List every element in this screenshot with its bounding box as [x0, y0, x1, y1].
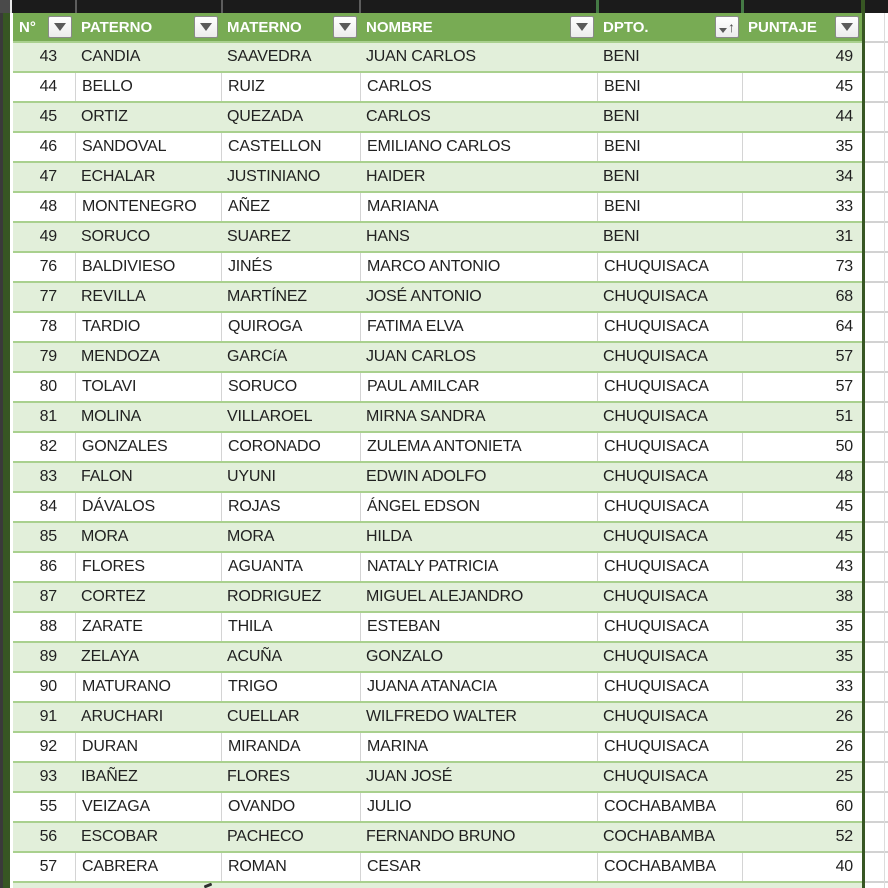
table-row [13, 701, 862, 731]
cell[interactable]: MARTÍNEZ [227, 288, 307, 305]
cell[interactable]: CHUQUISACA [603, 768, 708, 785]
cell[interactable]: 34 [835, 168, 853, 185]
table-row [13, 161, 862, 191]
table-row [13, 221, 862, 251]
cell[interactable]: ARUCHARI [81, 708, 163, 725]
cell[interactable]: BENI [597, 73, 742, 101]
cell[interactable]: CHUQUISACA [597, 553, 742, 581]
sort-ascending-icon: ↑ [728, 19, 735, 35]
cell[interactable]: 89 [39, 648, 57, 665]
cell[interactable]: 78 [39, 318, 57, 335]
table-row [13, 761, 862, 791]
table-row [13, 551, 862, 581]
cell[interactable]: MIRANDA [221, 733, 360, 761]
cell[interactable]: CHUQUISACA [597, 433, 742, 461]
cell[interactable]: TOLAVI [75, 373, 221, 401]
cell[interactable]: GONZALES [75, 433, 221, 461]
cell[interactable]: CANDIA [81, 48, 141, 65]
cell[interactable]: DURAN [75, 733, 221, 761]
cell[interactable]: 33 [742, 193, 862, 221]
cell[interactable]: PACHECO [227, 828, 304, 845]
cell[interactable]: 83 [39, 468, 57, 485]
cell[interactable]: 26 [742, 733, 862, 761]
cell[interactable]: CHUQUISACA [597, 313, 742, 341]
cell[interactable]: 49 [835, 48, 853, 65]
filter-dropdown-button[interactable] [48, 16, 72, 38]
cell[interactable]: 45 [742, 493, 862, 521]
cell[interactable]: 60 [742, 793, 862, 821]
cell[interactable]: FALON [81, 468, 133, 485]
cell[interactable]: SORUCO [221, 373, 360, 401]
cell[interactable]: 43 [742, 553, 862, 581]
cell[interactable]: GARCíA [227, 348, 288, 365]
cell[interactable]: NATALY PATRICIA [360, 553, 597, 581]
dropdown-triangle-icon [200, 23, 212, 31]
cell[interactable]: 35 [742, 613, 862, 641]
cell[interactable]: CHUQUISACA [603, 648, 708, 665]
table-row [13, 821, 862, 851]
cell[interactable]: QUEZADA [227, 108, 303, 125]
cell[interactable]: 45 [835, 528, 853, 545]
cell[interactable]: TRIGO [221, 673, 360, 701]
table-left-border [3, 13, 10, 888]
cell[interactable]: MONTENEGRO [75, 193, 221, 221]
filter-dropdown-button[interactable] [194, 16, 218, 38]
cell[interactable]: BENI [597, 133, 742, 161]
cell[interactable]: 57 [39, 858, 57, 875]
cell[interactable]: 25 [835, 768, 853, 785]
cell[interactable]: QUIROGA [221, 313, 360, 341]
dark-row-green-divider [596, 0, 599, 13]
cell[interactable]: ACUÑA [227, 648, 283, 665]
cell[interactable]: ROMAN [221, 853, 360, 881]
table-row [13, 311, 862, 341]
cell[interactable]: 76 [39, 258, 57, 275]
cell[interactable]: SAAVEDRA [227, 48, 312, 65]
cell[interactable]: DÁVALOS [75, 493, 221, 521]
table-row [13, 731, 862, 761]
header-row [13, 13, 862, 41]
cell[interactable]: TARDIO [75, 313, 221, 341]
dark-row-divider [75, 0, 77, 13]
table-row [13, 521, 862, 551]
table-row [13, 431, 862, 461]
cell[interactable]: ESTEBAN [360, 613, 597, 641]
column-label: N° [19, 18, 36, 36]
cell[interactable]: BENI [603, 168, 640, 185]
table-row [13, 371, 862, 401]
cell[interactable]: 55 [39, 798, 57, 815]
column-header-nombre[interactable] [360, 13, 597, 41]
cell[interactable]: 47 [39, 168, 57, 185]
cell[interactable]: 82 [39, 438, 57, 455]
cell[interactable]: MOLINA [81, 408, 142, 425]
column-label: PATERNO [81, 18, 153, 36]
dropdown-triangle-icon [54, 23, 66, 31]
cell[interactable]: IBAÑEZ [81, 768, 138, 785]
cell[interactable]: 44 [39, 78, 57, 95]
table-row [13, 671, 862, 701]
cell[interactable]: FLORES [227, 768, 290, 785]
cell[interactable]: BELLO [75, 73, 221, 101]
cell[interactable]: ZARATE [75, 613, 221, 641]
table-row [13, 251, 862, 281]
cell[interactable]: 38 [835, 588, 853, 605]
cell[interactable]: MORA [227, 528, 275, 545]
cell[interactable]: CHUQUISACA [603, 708, 708, 725]
cell[interactable]: BENI [603, 48, 640, 65]
cell[interactable]: CORTEZ [81, 588, 146, 605]
table-row [13, 341, 862, 371]
cell[interactable]: AGUANTA [221, 553, 360, 581]
cell[interactable]: CHUQUISACA [597, 673, 742, 701]
column-label: DPTO. [603, 18, 649, 36]
table-row [13, 851, 862, 881]
cell[interactable]: MATURANO [75, 673, 221, 701]
cell[interactable]: ZULEMA ANTONIETA [360, 433, 597, 461]
cell[interactable]: 81 [39, 408, 57, 425]
table-row [13, 281, 862, 311]
filter-dropdown-button[interactable] [835, 16, 859, 38]
cell[interactable]: FATIMA ELVA [360, 313, 597, 341]
cell[interactable]: 80 [39, 378, 57, 395]
cell[interactable]: CESAR [360, 853, 597, 881]
cell[interactable]: 43 [39, 48, 57, 65]
cell[interactable]: CASTELLON [221, 133, 360, 161]
cell[interactable]: 88 [39, 618, 57, 635]
cell[interactable]: 45 [742, 73, 862, 101]
cell[interactable]: CHUQUISACA [597, 253, 742, 281]
cell[interactable]: BENI [603, 228, 640, 245]
cell[interactable]: EDWIN ADOLFO [366, 468, 487, 485]
cell[interactable]: JINÉS [221, 253, 360, 281]
partial-next-row [13, 881, 862, 888]
table-row [13, 461, 862, 491]
cell[interactable]: CUELLAR [227, 708, 300, 725]
cell[interactable]: CHUQUISACA [603, 468, 708, 485]
cell[interactable]: 44 [835, 108, 853, 125]
gridline [884, 13, 885, 888]
table-row [13, 491, 862, 521]
cell[interactable]: 35 [835, 648, 853, 665]
cell[interactable]: JUANA ATANACIA [360, 673, 597, 701]
cell[interactable]: CHUQUISACA [603, 528, 708, 545]
cell[interactable]: 73 [742, 253, 862, 281]
cell[interactable]: 31 [835, 228, 853, 245]
cell[interactable]: BENI [597, 193, 742, 221]
column-header-puntaje[interactable] [742, 13, 862, 41]
filter-dropdown-button[interactable] [570, 16, 594, 38]
cell[interactable]: 48 [39, 198, 57, 215]
cell[interactable]: SUAREZ [227, 228, 291, 245]
cell[interactable]: JUAN CARLOS [366, 348, 476, 365]
cell[interactable]: FERNANDO BRUNO [366, 828, 516, 845]
cell[interactable]: CHUQUISACA [597, 733, 742, 761]
cell[interactable]: HILDA [366, 528, 413, 545]
cell[interactable]: ORTIZ [81, 108, 128, 125]
table-row [13, 191, 862, 221]
cell[interactable]: REVILLA [81, 288, 146, 305]
table-row [13, 641, 862, 671]
cell[interactable]: 35 [742, 133, 862, 161]
table-row [13, 71, 862, 101]
cell[interactable]: ROJAS [221, 493, 360, 521]
cell[interactable]: CHUQUISACA [603, 408, 708, 425]
dropdown-triangle-icon [339, 23, 351, 31]
cell[interactable]: 79 [39, 348, 57, 365]
cell[interactable]: SORUCO [81, 228, 151, 245]
cell[interactable]: MARIANA [360, 193, 597, 221]
cell[interactable]: COCHABAMBA [597, 793, 742, 821]
cell[interactable]: VILLAROEL [227, 408, 313, 425]
dropdown-triangle-icon [576, 23, 588, 31]
cell[interactable]: EMILIANO CARLOS [360, 133, 597, 161]
column-header-materno[interactable] [221, 13, 360, 41]
cell[interactable]: HANS [366, 228, 410, 245]
cell[interactable]: OVANDO [221, 793, 360, 821]
cell[interactable]: CHUQUISACA [603, 288, 708, 305]
column-header-dpto[interactable] [597, 13, 742, 41]
cell[interactable]: JUAN CARLOS [366, 48, 476, 65]
cell[interactable]: MIRNA SANDRA [366, 408, 486, 425]
column-label: MATERNO [227, 18, 302, 36]
cell[interactable]: CARLOS [366, 108, 431, 125]
dark-row-divider [221, 0, 223, 13]
table-row [13, 791, 862, 821]
cell[interactable]: MENDOZA [81, 348, 160, 365]
cell[interactable]: 48 [835, 468, 853, 485]
cell[interactable]: 93 [39, 768, 57, 785]
cell[interactable]: 50 [742, 433, 862, 461]
cell[interactable]: JUSTINIANO [227, 168, 321, 185]
cell[interactable]: 33 [742, 673, 862, 701]
cell[interactable]: 91 [39, 708, 57, 725]
cell[interactable]: CHUQUISACA [597, 373, 742, 401]
cell[interactable]: COCHABAMBA [597, 853, 742, 881]
cell[interactable]: 86 [39, 558, 57, 575]
cell[interactable]: 52 [835, 828, 853, 845]
column-header-paterno[interactable] [75, 13, 221, 41]
cell[interactable]: 77 [39, 288, 57, 305]
column-label: PUNTAJE [748, 18, 817, 36]
filter-dropdown-button[interactable] [333, 16, 357, 38]
cell[interactable]: 87 [39, 588, 57, 605]
column-header-n[interactable] [13, 13, 75, 41]
cell[interactable]: UYUNI [227, 468, 276, 485]
cell[interactable]: CHUQUISACA [597, 613, 742, 641]
cell[interactable]: COCHABAMBA [603, 828, 715, 845]
dark-row-divider [359, 0, 361, 13]
table-row [13, 401, 862, 431]
cell[interactable]: PAUL AMILCAR [360, 373, 597, 401]
cell[interactable]: 84 [39, 498, 57, 515]
cell[interactable]: RODRIGUEZ [227, 588, 322, 605]
dark-row-divider [10, 0, 12, 13]
dropdown-triangle-icon [719, 28, 727, 33]
cell[interactable]: 64 [742, 313, 862, 341]
cell[interactable]: BENI [603, 108, 640, 125]
data-table [13, 13, 862, 881]
cell[interactable]: CABRERA [75, 853, 221, 881]
cell[interactable]: FLORES [75, 553, 221, 581]
cell[interactable]: RUIZ [221, 73, 360, 101]
table-body [13, 41, 862, 881]
cell[interactable]: 85 [39, 528, 57, 545]
cell[interactable]: ECHALAR [81, 168, 156, 185]
cell[interactable]: CHUQUISACA [597, 493, 742, 521]
dropdown-triangle-icon [841, 23, 853, 31]
cell[interactable]: JULIO [360, 793, 597, 821]
cell[interactable]: 45 [39, 108, 57, 125]
cell[interactable]: 68 [835, 288, 853, 305]
cell[interactable]: BALDIVIESO [75, 253, 221, 281]
cell[interactable]: 49 [39, 228, 57, 245]
cell[interactable]: MARINA [360, 733, 597, 761]
cell[interactable]: CHUQUISACA [603, 588, 708, 605]
cell[interactable]: CORONADO [221, 433, 360, 461]
cell[interactable]: ZELAYA [81, 648, 139, 665]
cell[interactable]: AÑEZ [221, 193, 360, 221]
cell[interactable]: JOSÉ ANTONIO [366, 288, 482, 305]
cell[interactable]: 92 [39, 738, 57, 755]
table-row [13, 101, 862, 131]
cell[interactable]: 26 [835, 708, 853, 725]
table-row [13, 41, 862, 71]
cell[interactable]: 57 [835, 348, 853, 365]
cell[interactable]: CHUQUISACA [603, 348, 708, 365]
cutoff-dark-row [0, 0, 888, 13]
cell[interactable]: WILFREDO WALTER [366, 708, 517, 725]
cell[interactable]: ÁNGEL EDSON [360, 493, 597, 521]
cell[interactable]: GONZALO [366, 648, 443, 665]
column-label: NOMBRE [366, 18, 433, 36]
table-row [13, 611, 862, 641]
cell[interactable]: SANDOVAL [75, 133, 221, 161]
cell[interactable]: 56 [39, 828, 57, 845]
cell[interactable]: 51 [835, 408, 853, 425]
cell[interactable]: 57 [742, 373, 862, 401]
cell[interactable]: 90 [39, 678, 57, 695]
cell[interactable]: VEIZAGA [75, 793, 221, 821]
table-row [13, 581, 862, 611]
cell[interactable]: MIGUEL ALEJANDRO [366, 588, 524, 605]
cell[interactable]: JUAN JOSÉ [366, 768, 453, 785]
cell[interactable]: MARCO ANTONIO [360, 253, 597, 281]
cell[interactable]: 46 [39, 138, 57, 155]
dark-row-green-divider [741, 0, 744, 13]
table-row [13, 131, 862, 161]
filter-sort-asc-button[interactable] [715, 16, 739, 38]
cell[interactable]: ESCOBAR [81, 828, 158, 845]
dark-row-corner [0, 0, 10, 13]
cell[interactable]: THILA [221, 613, 360, 641]
cell[interactable]: MORA [81, 528, 129, 545]
cell[interactable]: 40 [742, 853, 862, 881]
cell[interactable]: CARLOS [360, 73, 597, 101]
cell[interactable]: HAIDER [366, 168, 426, 185]
